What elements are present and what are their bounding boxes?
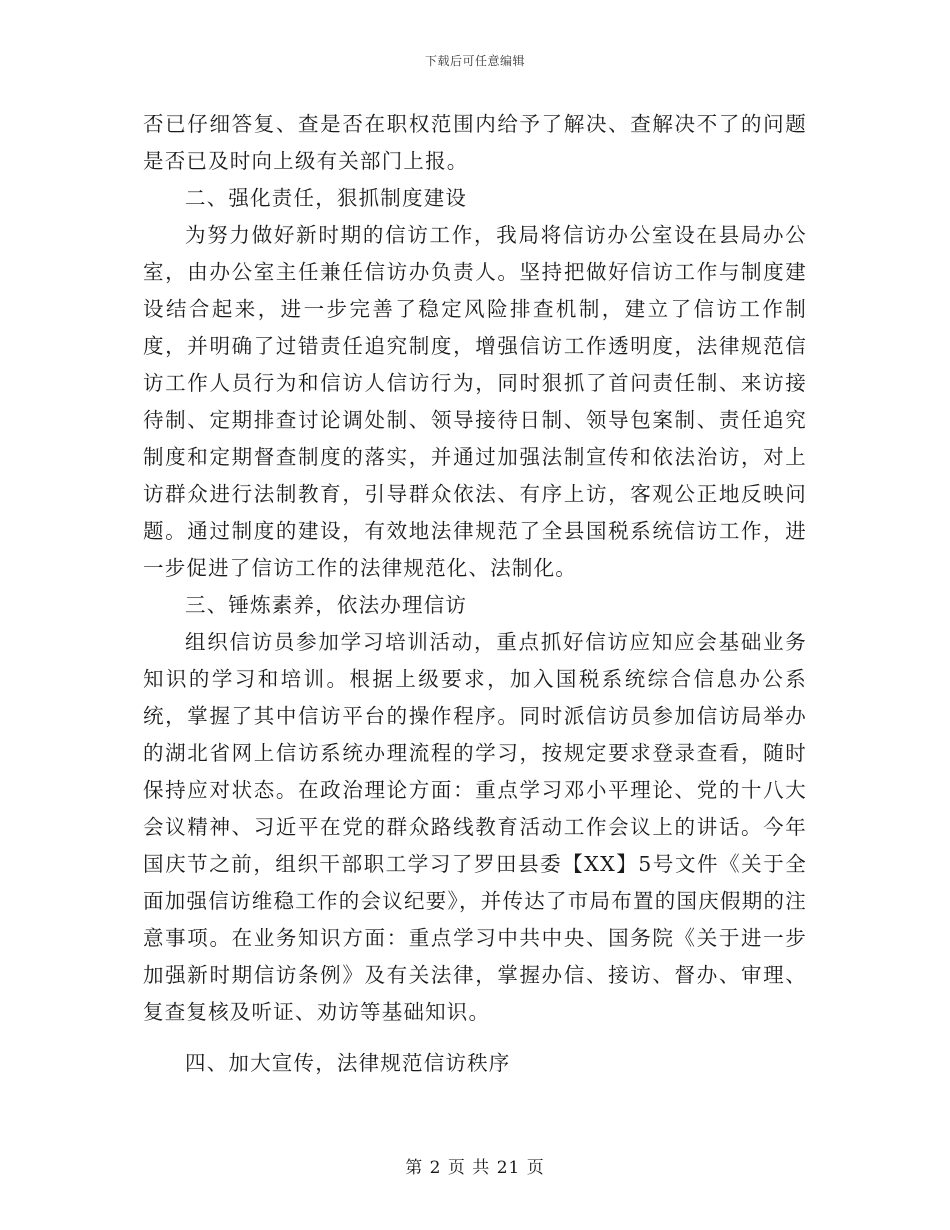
footer-page-number: 2 (429, 1158, 442, 1178)
section-heading-4: 四、加大宣传，法律规范信访秩序 (185, 1051, 511, 1075)
paragraph-continuation: 否已仔细答复、查是否在职权范围内给予了解决、查解决不了的问题是否已及时向上级有关部门上报。 (143, 112, 807, 173)
paragraph-section-2: 为努力做好新时期的信访工作，我局将信访办公室设在县局办公室，由办公室主任兼任信访办负责人。坚持把做好信访工作与制度建设结合起来，进一步完善了稳定风险排查机制，建立了信访工作制度，并明确了过错责任追究制度，增强信访工作透明度，法律规范信访工作人员行为和信访人信访行为，同时狠抓了首问责任制、来访接待制、定期排查讨论调处制、领导接待日制、领导包案制、责任追究制度和定期督查制度的落实，并通过加强法制宣传和依法治访，对上访群众进行法制教育，引导群众依法、有序上访，客观公正地反映问题。通过制度的建设，有效地法律规范了全县国税系统信访工作，进一步促进了信访工作的法律规范化、法制化。 (143, 223, 807, 580)
footer-prefix: 第 (405, 1158, 424, 1178)
page-header-note: 下载后可任意编辑 (424, 54, 525, 68)
section-heading-3: 三、锤炼素养，依法办理信访 (185, 593, 468, 617)
footer-middle: 页 共 (447, 1158, 491, 1178)
document-body (143, 106, 807, 1082)
paragraph-section-3: 组织信访员参加学习培训活动，重点抓好信访应知应会基础业务知识的学习和培训。根据上级要求，加入国税系统综合信息办公系统，掌握了其中信访平台的操作程序。同时派信访员参加信访局举办的湖北省网上信访系统办理流程的学习，按规定要求登录查看，随时保持应对状态。在政治理论方面：重点学习邓小平理论、党的十八大会议精神、习近平在党的群众路线教育活动工作会议上的讲话。今年国庆节之前，组织干部职工学习了罗田县委【XX】5号文件《关于全面加强信访维稳工作的会议纪要》，并传达了市局布置的国庆假期的注意事项。在业务知识方面：重点学习中共中央、国务院《关于进一步加强新时期信访条例》及有关法律，掌握办信、接访、督办、审理、复查复核及听证、劝访等基础知识。 (143, 630, 807, 1024)
page-footer (0, 1153, 950, 1178)
footer-suffix: 页 (526, 1158, 545, 1178)
section-heading-2: 二、强化责任，狠抓制度建设 (185, 186, 468, 210)
footer-total-pages: 21 (496, 1158, 521, 1178)
